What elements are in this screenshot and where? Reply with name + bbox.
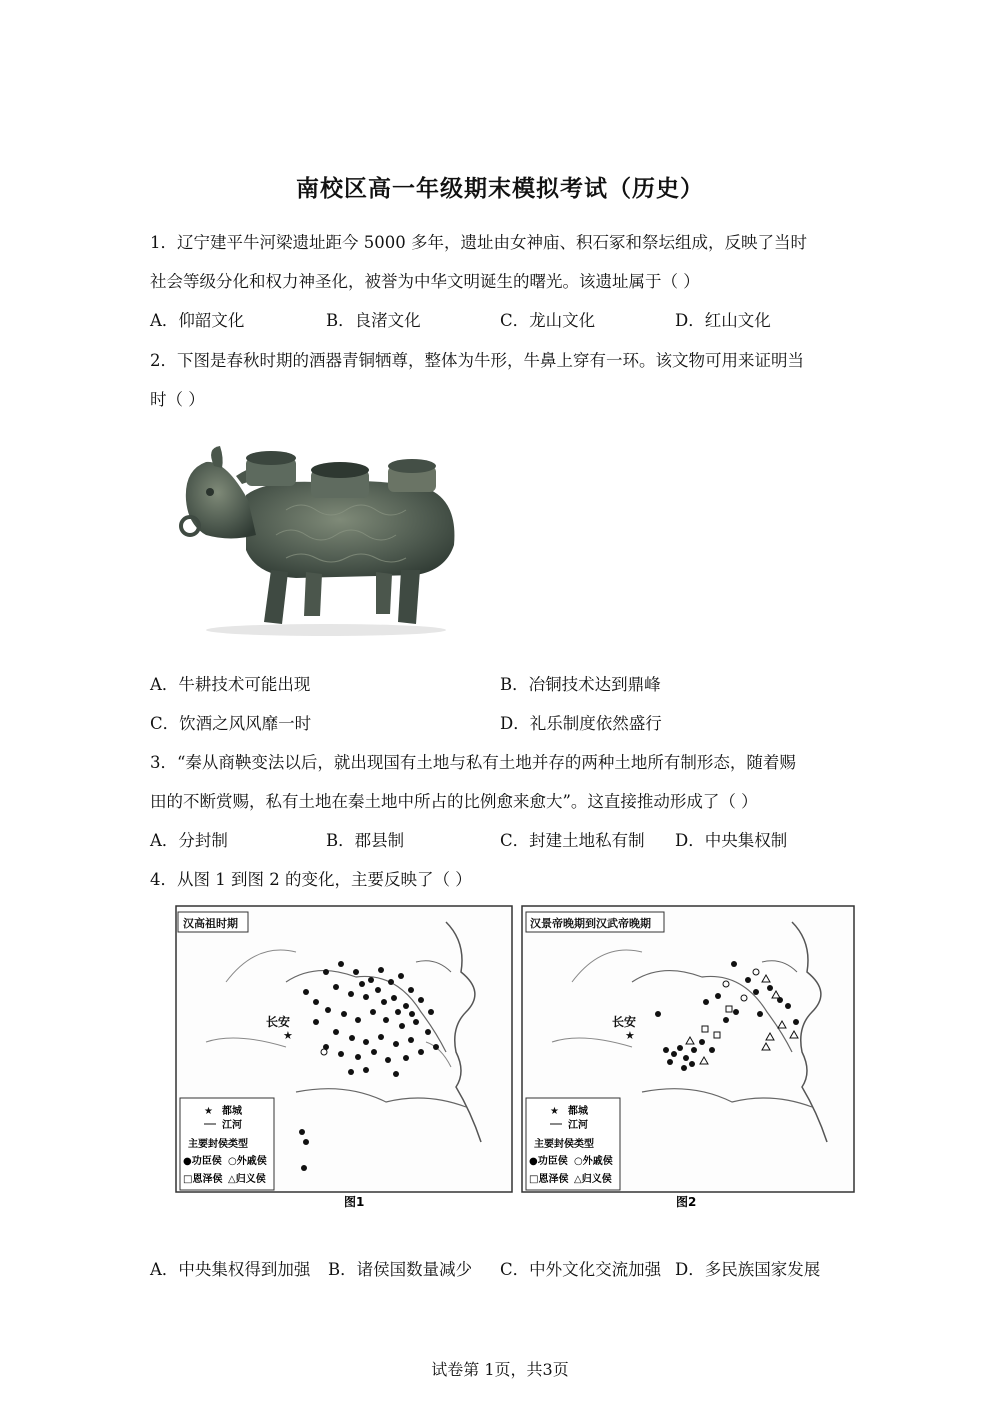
exam-title: 南校区高一年级期末模拟考试（历史） — [296, 176, 704, 202]
q4-stem: 4．从图 1 到图 2 的变化，主要反映了（ ） — [150, 870, 472, 889]
map1-legend-river: 江河 — [222, 1120, 242, 1131]
q4-option-d: D．多民族国家发展 — [675, 1260, 821, 1279]
q1-option-a: A．仰韶文化 — [150, 311, 245, 330]
q1-stem-line2: 社会等级分化和权力神圣化，被誉为中华文明诞生的曙光。该遗址属于（ ） — [150, 272, 700, 291]
q3-option-c: C．封建土地私有制 — [500, 831, 645, 850]
q1-option-d: D．红山文化 — [675, 311, 771, 330]
page-footer: 试卷第 1页，共3页 — [431, 1360, 569, 1379]
q3-option-d: D．中央集权制 — [675, 831, 788, 850]
svg-text:★: ★ — [204, 1106, 213, 1117]
map2-legend-waiqi: ○外戚侯 — [574, 1156, 613, 1167]
map1-legend-capital: 都城 — [222, 1106, 242, 1117]
bronze-ox-zun-image — [176, 440, 466, 640]
map-figure-2 — [522, 906, 854, 1209]
q2-option-d: D．礼乐制度依然盛行 — [500, 714, 662, 733]
map1-legend-guiyi: △归义侯 — [228, 1174, 266, 1185]
map1-heading: 汉高祖时期 — [183, 917, 238, 930]
q3-option-b: B．郡县制 — [326, 831, 405, 850]
svg-text:★: ★ — [625, 1029, 635, 1042]
map1-legend-gongchen: ●功臣侯 — [183, 1156, 222, 1167]
q3-option-a: A．分封制 — [150, 831, 228, 850]
map2-legend-heading: 主要封侯类型 — [534, 1139, 594, 1150]
q4-option-a: A．中央集权得到加强 — [150, 1260, 311, 1279]
map2-legend-guiyi: △归义侯 — [574, 1174, 612, 1185]
q2-option-a: A．牛耕技术可能出现 — [150, 675, 311, 694]
map2-legend-gongchen: ●功臣侯 — [529, 1156, 568, 1167]
svg-text:★: ★ — [283, 1029, 293, 1042]
map2-caption: 图2 — [676, 1195, 697, 1209]
map2-legend-capital: 都城 — [568, 1106, 588, 1117]
map2-heading: 汉景帝晚期到汉武帝晚期 — [530, 917, 651, 930]
map1-legend-enze: □恩泽侯 — [183, 1174, 223, 1185]
q2-option-b: B．冶铜技术达到鼎峰 — [500, 675, 661, 694]
map2-legend-enze: □恩泽侯 — [529, 1174, 569, 1185]
q1-option-c: C．龙山文化 — [500, 311, 596, 330]
map-figure-1 — [176, 906, 512, 1209]
q4-option-b: B．诸侯国数量减少 — [328, 1260, 473, 1279]
q3-stem-line2: 田的不断赏赐，私有土地在秦土地中所占的比例愈来愈大”。这直接推动形成了（ ） — [150, 792, 758, 811]
q1-option-b: B．良渚文化 — [326, 311, 421, 330]
map1-caption: 图1 — [344, 1195, 365, 1209]
q2-option-c: C．饮酒之风风靡一时 — [150, 714, 312, 733]
map2-legend-river: 江河 — [568, 1120, 588, 1131]
map1-legend-waiqi: ○外戚侯 — [228, 1156, 267, 1167]
map1-capital-label: 长安 — [266, 1015, 291, 1029]
q2-stem-line2: 时（ ） — [150, 390, 205, 409]
han-marquis-maps — [166, 902, 866, 1217]
svg-text:★: ★ — [550, 1106, 559, 1117]
q1-stem-line1: 1．辽宁建平牛河梁遗址距今 5000 多年，遗址由女神庙、积石冢和祭坛组成，反映了当时 — [150, 233, 807, 252]
q3-stem-line1: 3．“秦从商鞅变法以后，就出现国有土地与私有土地并存的两种土地所有制形态，随着赐 — [150, 753, 796, 772]
q4-option-c: C．中外文化交流加强 — [500, 1260, 662, 1279]
map1-legend-heading: 主要封侯类型 — [188, 1139, 248, 1150]
q2-stem-line1: 2．下图是春秋时期的酒器青铜牺尊，整体为牛形，牛鼻上穿有一环。该文物可用来证明当 — [150, 351, 804, 370]
map2-capital-label: 长安 — [612, 1015, 637, 1029]
